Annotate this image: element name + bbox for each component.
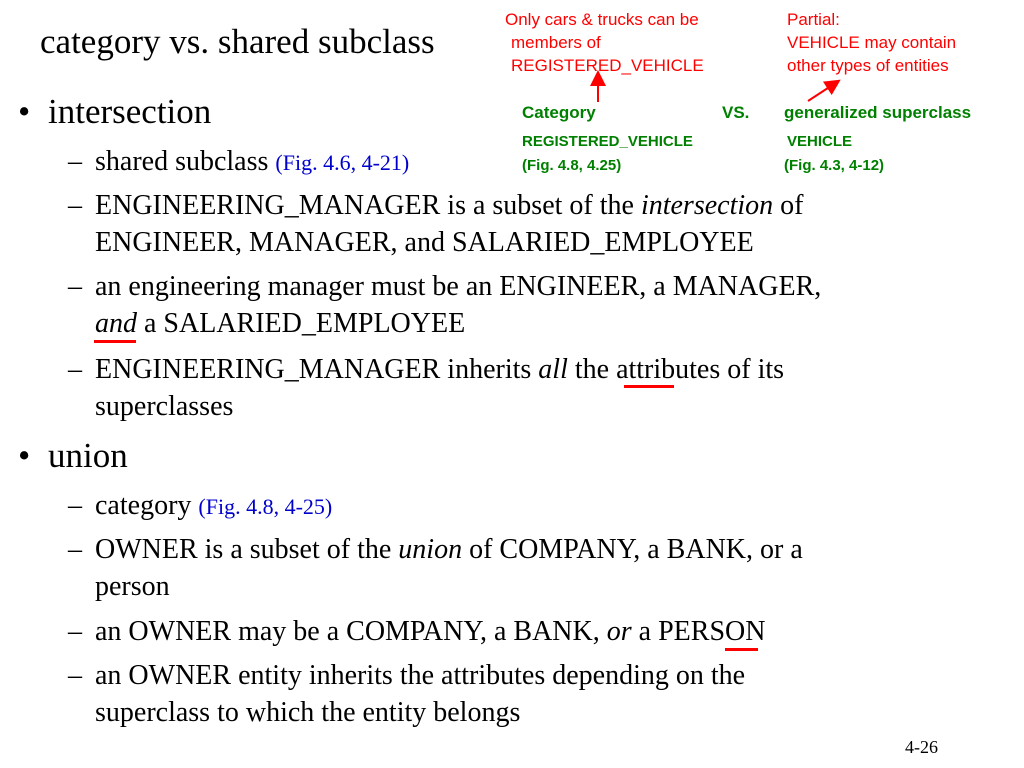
note-partial-superclass: Partial: VEHICLE may contain other types of entities	[787, 10, 957, 75]
fig-ref: (Fig. 4.8, 4-25)	[198, 494, 333, 519]
sub-may-be: – an OWNER may be a COMPANY, a BANK, or a PERSON	[68, 616, 766, 647]
sub-category: – category (Fig. 4.8, 4-25)	[68, 490, 333, 521]
sub-intersection-subset: – ENGINEERING_MANAGER is a subset of the intersection of ENGINEER, MANAGER, and SALARIED_EMPLOYEE	[68, 190, 804, 258]
comparison-left-fig: (Fig. 4.8, 4.25)	[522, 157, 622, 174]
underline-all	[624, 385, 674, 388]
comparison-right-fig: (Fig. 4.3, 4-12)	[784, 157, 885, 174]
comparison-vs: VS.	[722, 103, 750, 122]
note-category-membership: Only cars & trucks can be members of REGISTERED_VEHICLE	[505, 10, 704, 75]
underline-and	[94, 340, 136, 343]
underline-or	[725, 648, 758, 651]
comparison-left-name: REGISTERED_VEHICLE	[522, 133, 693, 150]
page-number: 4-26	[905, 737, 938, 757]
comparison-right-name: VEHICLE	[787, 133, 853, 150]
sub-must-be: – an engineering manager must be an ENGINEER, a MANAGER, and a SALARIED_EMPLOYEE	[68, 271, 822, 339]
comparison-left-head: Category	[522, 103, 596, 122]
slide-title: category vs. shared subclass	[40, 22, 435, 61]
fig-ref: (Fig. 4.6, 4-21)	[275, 150, 410, 175]
sub-union-subset: – OWNER is a subset of the union of COMPANY, a BANK, or a person	[68, 534, 803, 602]
sub-union-inherits: – an OWNER entity inherits the attributes depending on the superclass to which the entity belongs	[68, 660, 746, 728]
arrow-to-partial-note	[808, 84, 834, 101]
sub-shared-subclass: – shared subclass (Fig. 4.6, 4-21)	[68, 146, 410, 177]
sub-intersection-inherits: – ENGINEERING_MANAGER inherits all the attributes of its superclasses	[68, 354, 785, 422]
comparison-right-head: generalized superclass	[784, 103, 972, 122]
